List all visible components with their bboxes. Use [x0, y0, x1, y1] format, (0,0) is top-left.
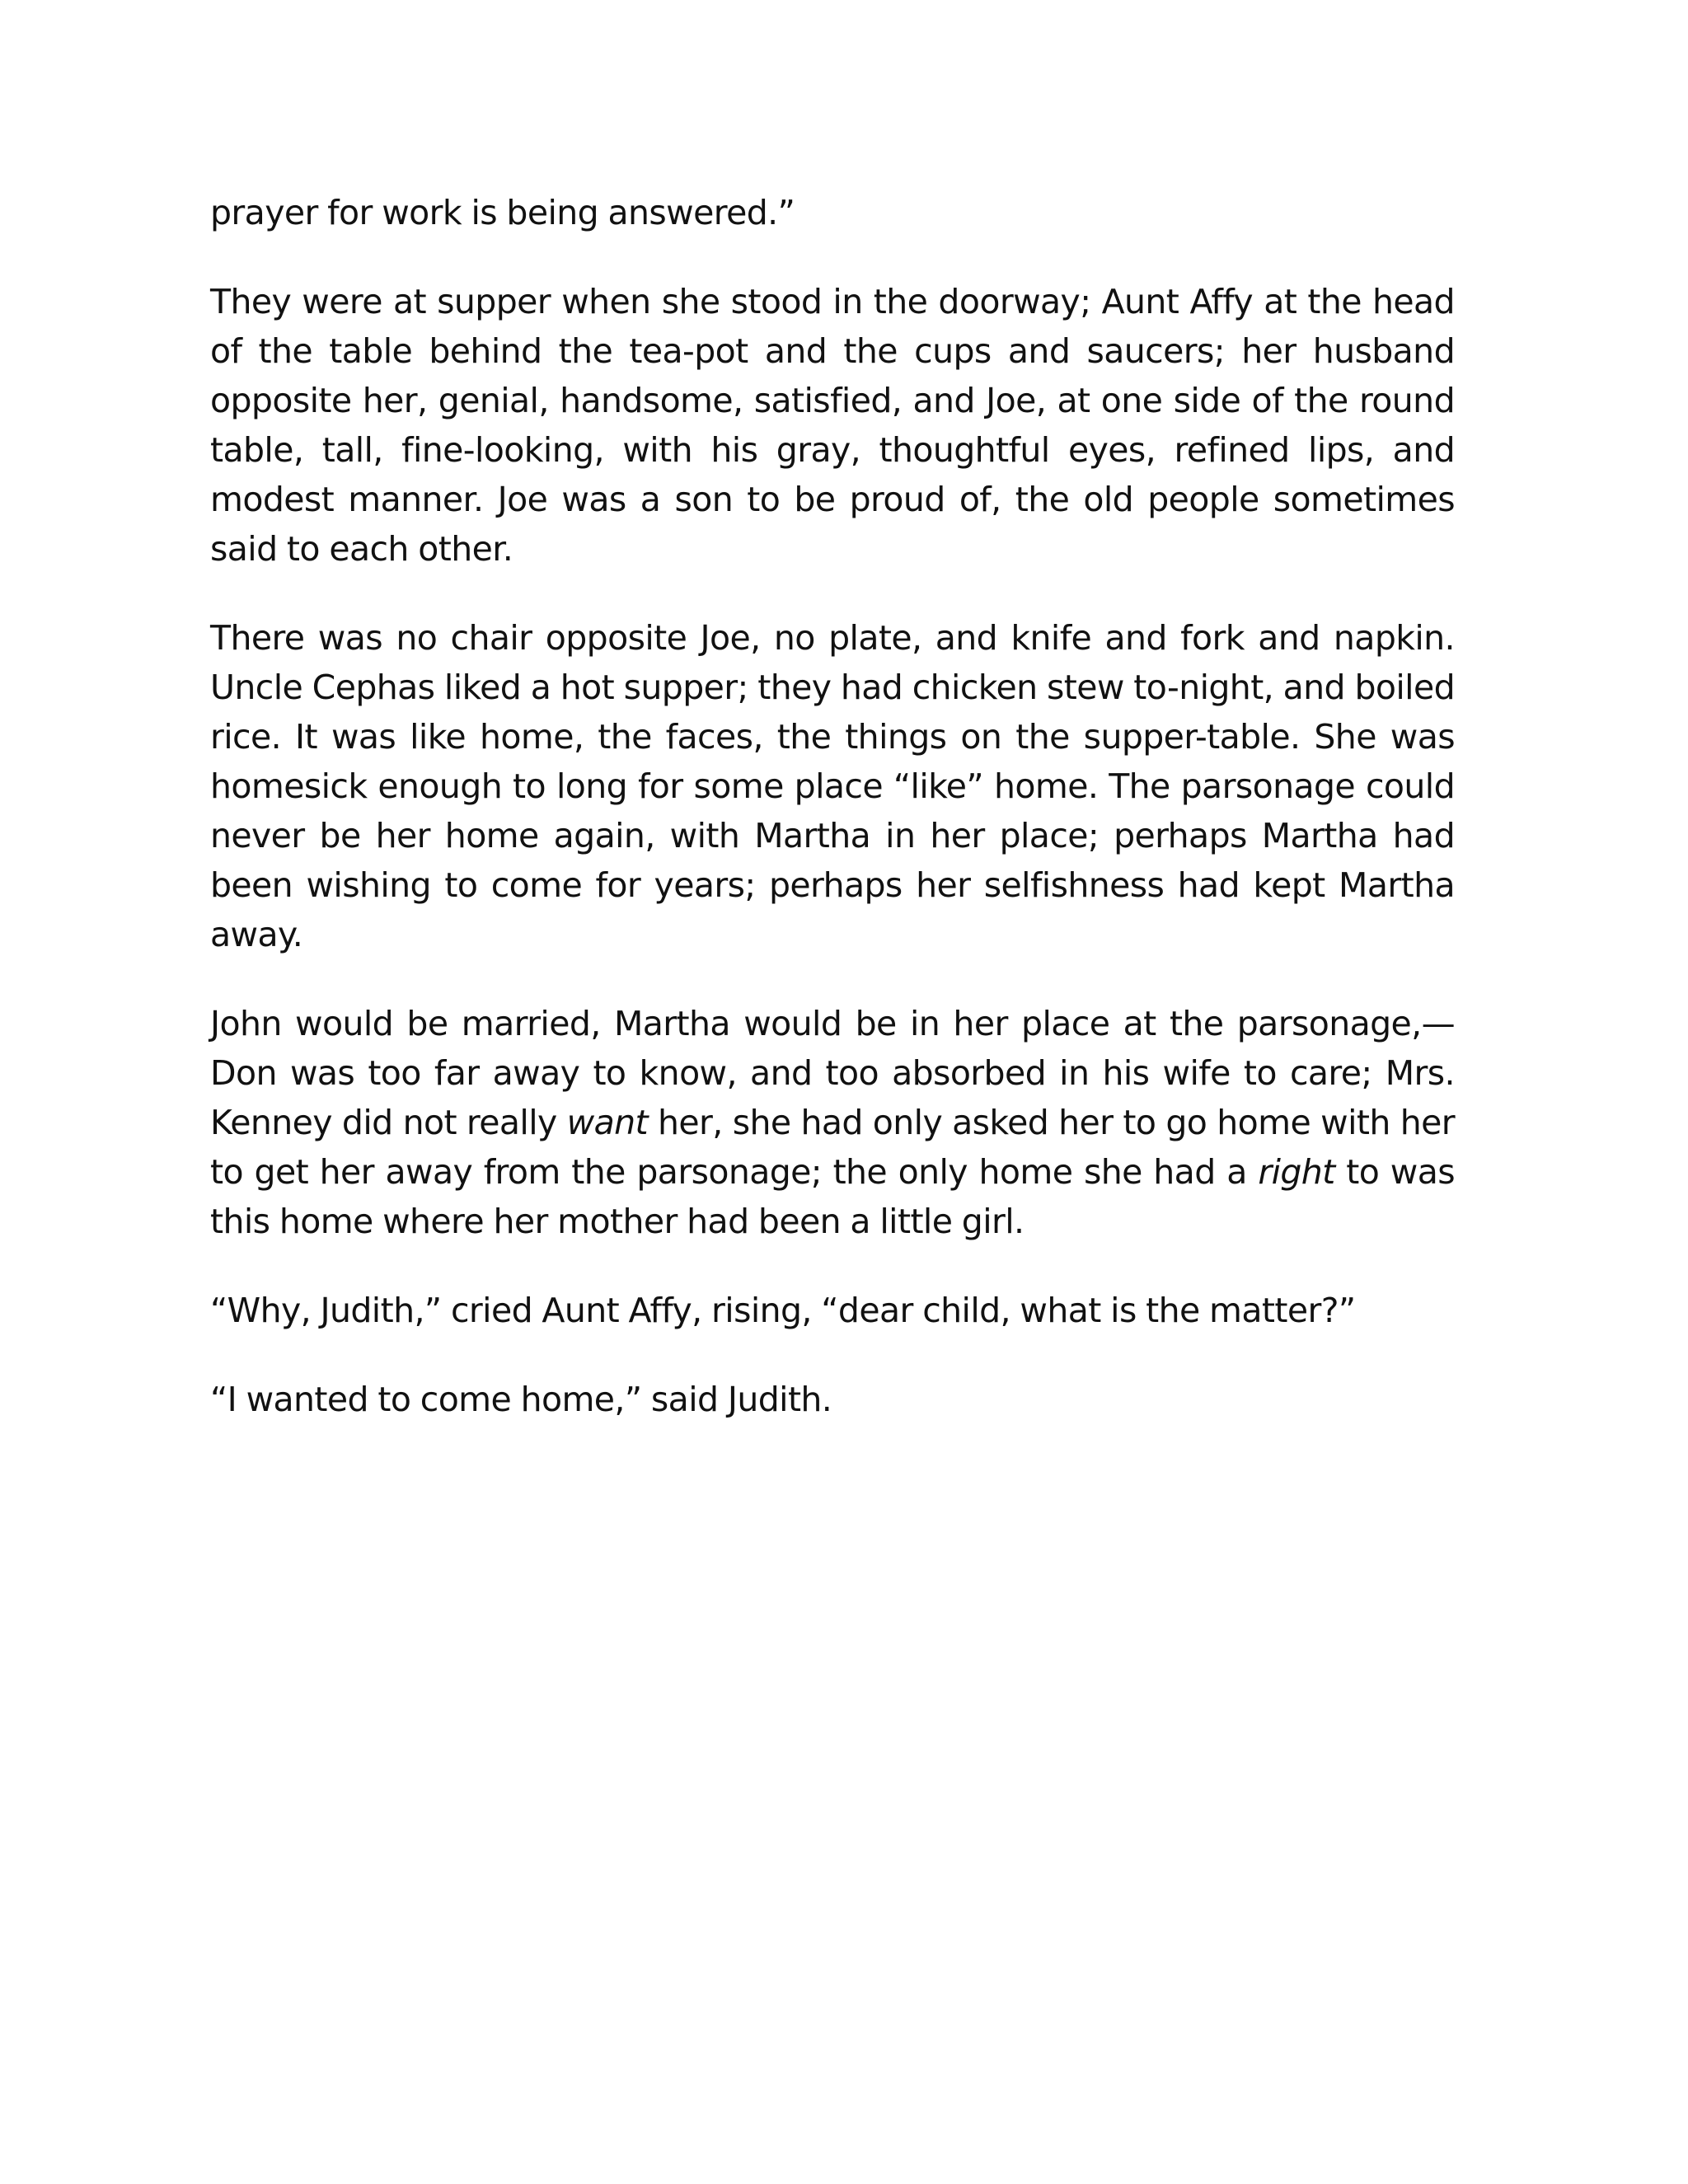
paragraph-4-emphasis-right: right: [1258, 1152, 1335, 1192]
paragraph-5: [210, 1286, 1455, 1335]
paragraph-3: [210, 613, 1455, 959]
paragraph-5-text: “Why, Judith,” cried Aunt Affy, rising, “dear child, what is the matter?”: [210, 1291, 1356, 1330]
paragraph-4-text-c: to was this home where her mother had been a little girl.: [210, 1152, 1456, 1241]
paragraph-4-emphasis-want: want: [566, 1103, 648, 1142]
paragraph-4: [210, 999, 1455, 1246]
paragraph-4-text-b: her, she had only asked her to go home with her to get her away from the parsonage; the only home she had a: [210, 1103, 1455, 1192]
paragraph-2: [210, 277, 1455, 574]
paragraph-3-text: There was no chair opposite Joe, no plate, and knife and fork and napkin. Uncle Cephas liked a hot supper; they had chicken stew to-night, and boiled rice. It was like home, the faces, the things on the supper-table. She was homesick enough to long for some place “like” home. The parsonage could never be her home again, with Martha in her place; perhaps Martha had been wishing to come for years; perhaps her selfishness had kept Martha away.: [210, 618, 1455, 954]
body-text: [210, 188, 1455, 1464]
paragraph-6: [210, 1375, 1455, 1424]
paragraph-1-text: prayer for work is being answered.”: [210, 193, 795, 232]
paragraph-6-text: “I wanted to come home,” said Judith.: [210, 1380, 832, 1419]
paragraph-4-text-a: John would be married, Martha would be in her place at the parsonage,—Don was too far away to know, and too absorbed in his wife to care; Mrs. Kenney did not really: [210, 1004, 1455, 1142]
paragraph-2-text: They were at supper when she stood in the doorway; Aunt Affy at the head of the table behind the tea-pot and the cups and saucers; her husband opposite her, genial, handsome, satisfied, and Joe, at one side of the round table, tall, fine-looking, with his gray, thoughtful eyes, refined lips, and modest manner. Joe was a son to be proud of, the old people sometimes said to each other.: [210, 282, 1455, 569]
paragraph-1: [210, 188, 1455, 237]
